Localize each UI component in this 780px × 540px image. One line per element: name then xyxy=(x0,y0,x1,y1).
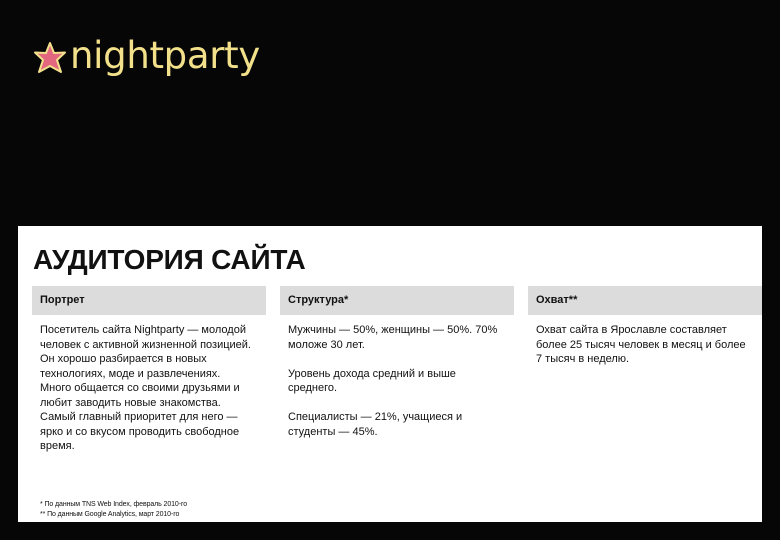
logo-wordmark: nightparty xyxy=(70,34,260,77)
nightparty-logo xyxy=(32,34,260,78)
portrait-text: Посетитель сайта Nightparty — молодой человек с активной жизненной позицией. Он хорошо разбирается в новых технологиях, моде и развлечениях. Много общается со своими друзьями и любит заводить новые знакомства. Самый главный приоритет для него — ярко и со вкусом проводить свободное время. xyxy=(40,324,251,452)
page-title: АУДИТОРИЯ САЙТА xyxy=(33,244,306,275)
content-panel xyxy=(18,226,762,522)
column-portrait xyxy=(32,286,266,468)
column-reach xyxy=(528,286,762,381)
structure-gender-age: Мужчины — 50%, женщины — 50%. 70% моложе 30 лет. xyxy=(288,324,498,351)
structure-occupation: Специалисты — 21%, учащиеся и студенты — 45%. xyxy=(288,411,463,438)
footnote-tns: * По данным TNS Web Index, февраль 2010-го xyxy=(40,501,188,508)
column-header-structure: Структура* xyxy=(280,286,514,315)
footnotes xyxy=(40,500,187,520)
column-body-structure xyxy=(280,315,514,439)
column-structure xyxy=(280,286,514,454)
reach-text: Охват сайта в Ярославле составляет более 25 тысяч человек в месяц и более 7 тысяч в неделю. xyxy=(536,324,746,365)
column-header-portrait: Портрет xyxy=(32,286,266,315)
column-body-reach xyxy=(528,315,762,367)
footnote-google-analytics: ** По данным Google Analytics, март 2010-го xyxy=(40,511,180,518)
structure-income: Уровень дохода средний и выше среднего. xyxy=(288,367,456,394)
column-header-reach: Охват** xyxy=(528,286,762,315)
column-body-portrait xyxy=(32,315,266,454)
star-icon xyxy=(32,41,68,77)
